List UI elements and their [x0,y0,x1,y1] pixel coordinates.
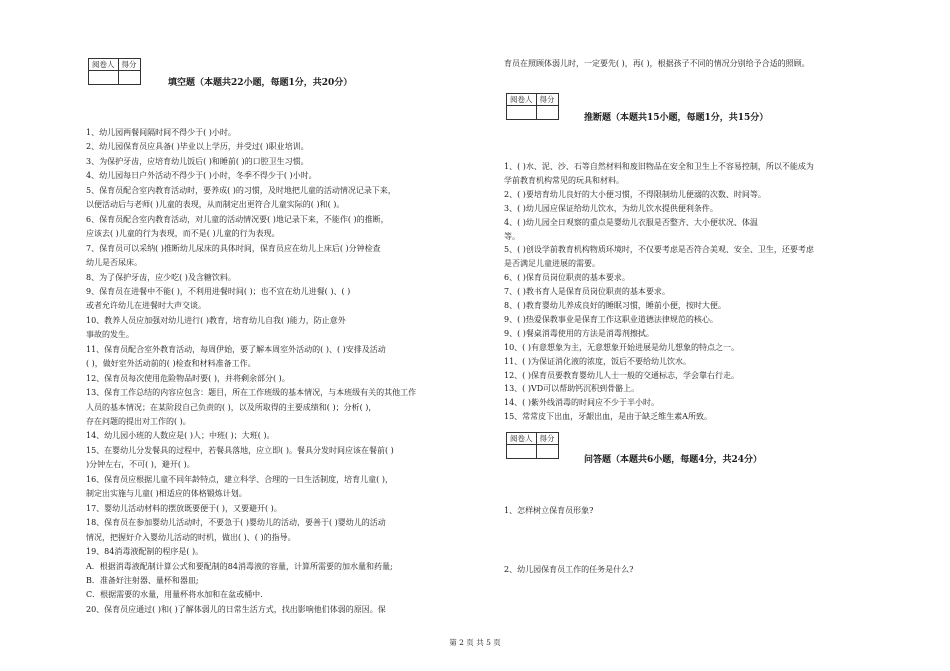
judge-section-title: 推断题（本题共15小题，每题1分，共15分） [584,113,769,123]
question-line: 2、( )要培育幼儿良好的大小便习惯，不得限制幼儿便溺的次数、时间等。 [504,189,766,199]
question-line: 学前教育机构常见的玩具和材料。 [504,175,624,185]
question-line: 情况，把握好介入婴幼儿活动的时机，做出( )、( )的指导。 [86,532,296,542]
question-line: 8、为了保护牙齿，应少吃( )及含糖饮料。 [86,272,236,282]
score-header: 得分 [118,59,140,71]
question-line: 6、( )保育员岗位职责的基本要求。 [504,273,630,283]
question-line: C．根据需要的水量，用量杯将水加和在盆或桶中. [86,590,263,600]
question-line: 制定出实施与儿童( )相适应的体格锻炼计划。 [86,489,247,499]
question-line: 3、( )幼儿园应保证给幼儿饮水，为幼儿饮水提供便利条件。 [504,203,718,213]
reviewer-header: 阅卷人 [507,433,537,445]
question-line: 9、( )热爱保教事业是保育工作这职业道德法律规范的核心。 [504,314,718,324]
question-line: 应该去( )儿童的行为表现，而不是( )儿童的行为表现。 [86,229,280,239]
qa-question-1: 1、怎样树立保育员形象? [504,506,594,515]
question-line: 6、保育员配合室内教育活动，对儿童的活动情况要( )地记录下来，不能作( )的推断， [86,214,389,224]
score-table-judge [506,93,559,120]
score-table-qa [506,432,559,459]
question-line: 5、保育员配合室内教育活动时，要养成( )的习惯，及时地把儿童的活动情况记录下来， [86,185,396,195]
question-line: 4、( )幼儿园全日观察的重点是婴幼儿衣服是否整齐、大小便状况、体温 [504,217,758,227]
question-line: 是否满足儿童进展的需要。 [504,259,600,269]
question-line: 7、( )教书育人是保育员岗位职责的基本要求。 [504,287,670,297]
question-line: 10、教养人员应加强对幼儿进行( )教育，培育幼儿自我( )能力，防止意外 [86,315,346,325]
question-line: 2、幼儿园保育员应具备( )毕业以上学历，并受过( )职业培训。 [86,142,309,152]
reviewer-cell [89,71,119,85]
question-line: 3、为保护牙齿，应培育幼儿饭后( )和睡前( )的口腔卫生习惯。 [86,156,309,166]
question-line: 19、84消毒液配制的程序是( )。 [86,547,204,557]
score-header: 得分 [536,433,558,445]
reviewer-header: 阅卷人 [507,94,537,106]
question-line: 5、( )创设学前教育机构物质环境时，不仅要考虑是否符合美观、安全、卫生，还要考虑 [504,245,814,255]
question-line: 15、常常皮下出血，牙龈出血，是由于缺乏维生素A所致。 [504,412,712,422]
score-cell [536,445,558,459]
question-line: 17、婴幼儿活动材料的摆放既要便于( )，又要避开( )。 [86,503,282,513]
question-line: 14、幼儿园小班的人数应是( )人；中班( )；大班( )。 [86,431,275,441]
question-line: A．根据消毒液配制计算公式和要配制的84消毒液的容量，计算所需要的加水量和药量; [86,561,393,571]
question-line: 4、幼儿园每日户外活动不得少于( )小时，冬季不得少于( )小时。 [86,171,317,181]
score-table-fill [88,58,141,85]
continuation-line: 育员在照顾体弱儿时，一定要先( )，再( )，根据孩子不同的情况分别给予合适的照顾。 [504,59,810,68]
reviewer-cell [507,445,537,459]
question-line: 20、保育员应通过( )和( )了解体弱儿的日常生活方式，找出影响他们体弱的原因。保 [86,604,386,614]
question-line: 1、( )水、泥、沙、石等自然材料和废旧物品在安全和卫生上不容易控制，所以不能成为 [504,162,814,171]
question-line: 7、保育员可以采纳( )推断幼儿尿床的具体时间，保育员应在幼儿上床后( )分钟检查 [86,243,381,253]
question-line: 以便活动后与老师( )儿童的表现，从而制定出更符合儿童实际的( )和( )。 [86,200,345,210]
question-line: 8、( )教育婴幼儿养成良好的睡眠习惯，睡前小便，按时大便。 [504,301,726,310]
question-line: )分钟左右，不可( )，避开( )。 [86,460,195,470]
question-line: 13、保育工作总结的内容应包含：题目，所在工作班级的基本情况，与本班级有关的其他工作 [86,388,417,398]
question-line: 事故的发生。 [86,330,134,340]
question-line: 9、( )餐桌消毒使用的方法是消毒剂擦拭。 [504,328,654,338]
question-line: 等。 [504,231,520,241]
score-header: 得分 [536,94,558,106]
question-line: B．准备好注射器、量杯和器皿; [86,575,199,585]
question-line: 10、( )有意想象为主，无意想象开始进展是幼儿想象的特点之一。 [504,342,739,352]
page-footer: 第 2 页 共 5 页 [449,638,501,647]
score-cell [536,106,558,120]
reviewer-cell [507,106,537,120]
question-line: ( )，做好室外活动前的( )检查和材料准备工作。 [86,359,256,369]
qa-question-2: 2、幼儿园保育员工作的任务是什么? [504,565,634,574]
question-line: 11、保育员配合室外教育活动，每周伊始，要了解本周室外活动的( )、( )安排及活动 [86,344,386,354]
question-line: 1、幼儿园两餐间隔时间不得少于( )小时。 [86,128,236,137]
question-line: 12、保育员每次使用危险物品时要( )，并将剩余部分( )。 [86,373,290,383]
question-line: 16、保育员应根据儿童不同年龄特点，建立科学、合理的一日生活制度，培育儿童( )， [86,474,393,484]
question-line: 18、保育员在参加婴幼儿活动时，不要急于( )婴幼儿的活动，要善于( )婴幼儿的活动 [86,518,386,528]
score-cell [118,71,140,85]
question-line: 9、保育员在进餐中不能( )，不利用进餐时间( )；也不宜在幼儿进餐( )、( ) [86,286,351,296]
question-line: 14、( )紫外线消毒的时间应不少于半小时。 [504,398,659,408]
question-line: 13、( )VD可以帮助钙沉积到骨骼上。 [504,384,640,394]
question-line: 12、( )保育员要教育婴幼儿人士一般的交通标志，学会靠右行走。 [504,370,739,380]
fill-section-title: 填空题（本题共22小题，每题1分，共20分） [168,78,353,88]
question-line: 11、( )为保证消化液的浓度，饭后不要给幼儿饮水。 [504,356,691,366]
question-line: 存在问题的提出对工作的( )。 [86,417,191,426]
question-line: 幼儿是否尿床。 [86,258,142,268]
qa-section-title: 问答题（本题共6小题，每题4分，共24分） [584,455,763,465]
reviewer-header: 阅卷人 [89,59,119,71]
question-line: 15、在婴幼儿分发餐具的过程中，若餐具落地，应立即( )。餐具分发时间应该在餐前( ) [86,445,394,455]
question-line: 人员的基本情况；在某阶段自己负责的( )，以及所取得的主要成绩和( )；分析( )， [86,402,377,412]
question-line: 或者允许幼儿在进餐时大声交谈。 [86,301,206,311]
